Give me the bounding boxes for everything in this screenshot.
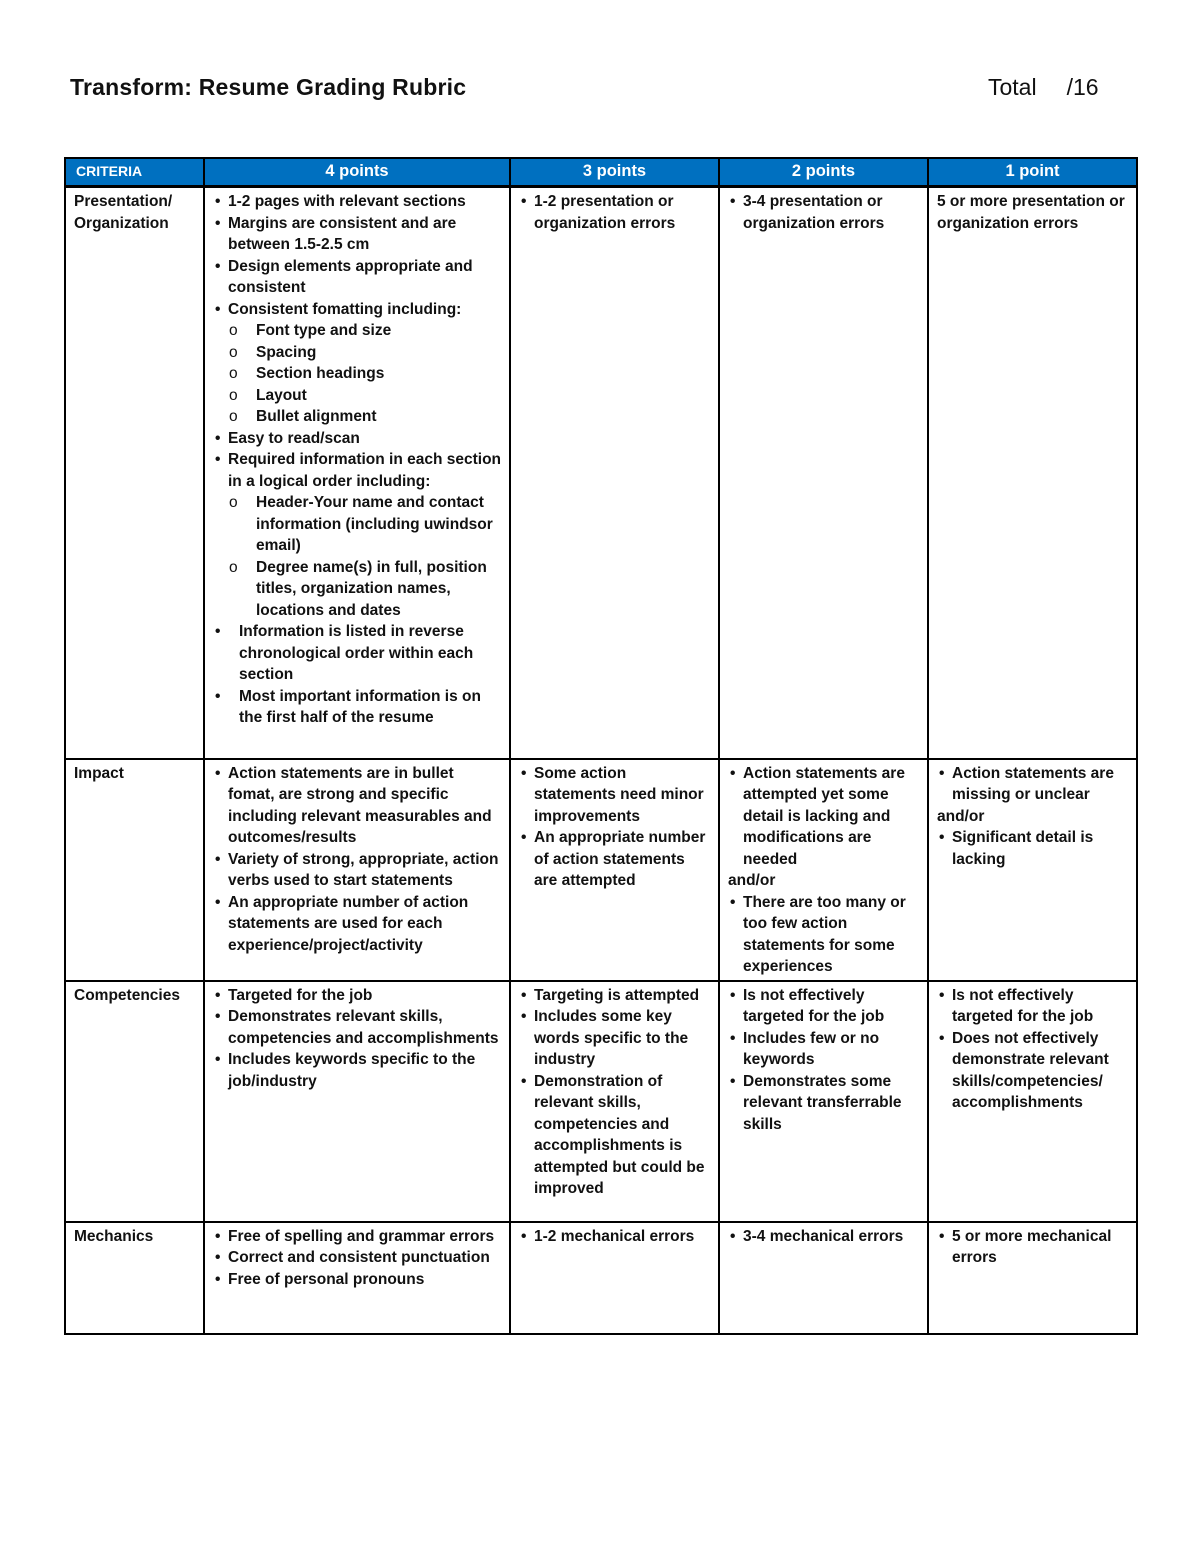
total-score bbox=[988, 74, 1099, 101]
list-item: • Includes few or no keywords bbox=[728, 1028, 921, 1071]
total-value: /16 bbox=[1066, 74, 1099, 100]
list-item: • Information is listed in reverse chronological order within each section bbox=[213, 621, 503, 686]
criteria-mechanics bbox=[65, 1222, 204, 1334]
cell-presentation-4 bbox=[204, 187, 510, 759]
list-item: • 1-2 mechanical errors bbox=[519, 1226, 712, 1248]
list-item: • Some action statements need minor improvements bbox=[519, 763, 712, 828]
list-item: • Demonstrates relevant skills, competencies and accomplishments bbox=[213, 1006, 503, 1049]
list-item: • Significant detail is lacking bbox=[937, 827, 1130, 870]
rubric-table bbox=[64, 157, 1138, 1335]
header-2-points: 2 points bbox=[719, 158, 928, 187]
sub-list-item: o Header-Your name and contact information (including uwindsor email) bbox=[213, 492, 503, 557]
list-item: • Includes some key words specific to the industry bbox=[519, 1006, 712, 1071]
cell-impact-4 bbox=[204, 759, 510, 981]
sub-list-item: o Degree name(s) in full, position titles, organization names, locations and dates bbox=[213, 557, 503, 622]
criteria-presentation bbox=[65, 187, 204, 759]
header-4-points: 4 points bbox=[204, 158, 510, 187]
list-item: • Demonstrates some relevant transferrable skills bbox=[728, 1071, 921, 1136]
header-criteria: CRITERIA bbox=[65, 158, 204, 187]
sub-list-item: o Font type and size bbox=[213, 320, 503, 342]
sub-list-item: o Spacing bbox=[213, 342, 503, 364]
cell-presentation-1 bbox=[928, 187, 1137, 759]
cell-mechanics-1 bbox=[928, 1222, 1137, 1334]
cell-presentation-3 bbox=[510, 187, 719, 759]
list-item: • Is not effectively targeted for the job bbox=[728, 985, 921, 1028]
list-item: • Action statements are attempted yet some detail is lacking and modifications are needed bbox=[728, 763, 921, 871]
row-mechanics bbox=[65, 1222, 1137, 1334]
cell-mechanics-2 bbox=[719, 1222, 928, 1334]
sub-list-item: o Section headings bbox=[213, 363, 503, 385]
cell-impact-3 bbox=[510, 759, 719, 981]
list-item: • Targeting is attempted bbox=[519, 985, 712, 1007]
list-item: • 3-4 mechanical errors bbox=[728, 1226, 921, 1248]
list-item: • Does not effectively demonstrate relevant skills/competencies/ accomplishments bbox=[937, 1028, 1130, 1114]
cell-competencies-2 bbox=[719, 981, 928, 1222]
list-item: • Demonstration of relevant skills, competencies and accomplishments is attempted but could be improved bbox=[519, 1071, 712, 1200]
list-item: • Free of spelling and grammar errors bbox=[213, 1226, 503, 1248]
list-item: • Includes keywords specific to the job/industry bbox=[213, 1049, 503, 1092]
list-item: • Correct and consistent punctuation bbox=[213, 1247, 503, 1269]
list-item: • Consistent fomatting including: bbox=[213, 299, 503, 321]
criteria-label: Mechanics bbox=[74, 1227, 154, 1245]
criteria-label: Presentation/ bbox=[74, 193, 173, 210]
criteria-impact bbox=[65, 759, 204, 981]
and-or-label: and/or bbox=[728, 872, 776, 889]
list-item: • Targeted for the job bbox=[213, 985, 503, 1007]
cell-presentation-2 bbox=[719, 187, 928, 759]
cell-competencies-3 bbox=[510, 981, 719, 1222]
cell-competencies-1 bbox=[928, 981, 1137, 1222]
list-item: • Action statements are missing or unclear bbox=[937, 763, 1130, 806]
criteria-label: Organization bbox=[74, 214, 169, 232]
list-item: • Variety of strong, appropriate, action verbs used to start statements bbox=[213, 849, 503, 892]
list-item: • Is not effectively targeted for the job bbox=[937, 985, 1130, 1028]
list-item: • Required information in each section in a logical order including: bbox=[213, 449, 503, 492]
list-item: • An appropriate number of action statements are attempted bbox=[519, 827, 712, 892]
row-competencies bbox=[65, 981, 1137, 1222]
list-item: • An appropriate number of action statements are used for each experience/project/activity bbox=[213, 892, 503, 957]
list-item: • Design elements appropriate and consistent bbox=[213, 256, 503, 299]
list-item: • Margins are consistent and are between 1.5-2.5 cm bbox=[213, 213, 503, 256]
row-presentation bbox=[65, 187, 1137, 759]
row-impact bbox=[65, 759, 1137, 981]
cell-text: 5 or more presentation or organization errors bbox=[937, 193, 1125, 232]
and-or-label: and/or bbox=[937, 807, 985, 825]
criteria-label: Competencies bbox=[74, 986, 180, 1004]
cell-impact-1 bbox=[928, 759, 1137, 981]
criteria-competencies bbox=[65, 981, 204, 1222]
list-item: • Action statements are in bullet fomat, are strong and specific including relevant measurables and outcomes/results bbox=[213, 763, 503, 849]
header-1-point: 1 point bbox=[928, 158, 1137, 187]
list-item: • 5 or more mechanical errors bbox=[937, 1226, 1130, 1269]
header-row bbox=[65, 158, 1137, 187]
list-item: • There are too many or too few action statements for some experiences bbox=[728, 892, 921, 978]
cell-mechanics-4 bbox=[204, 1222, 510, 1334]
list-item: • Easy to read/scan bbox=[213, 428, 503, 450]
cell-impact-2 bbox=[719, 759, 928, 981]
list-item: • 1-2 pages with relevant sections bbox=[213, 191, 503, 213]
criteria-label: Impact bbox=[74, 764, 124, 782]
header-3-points: 3 points bbox=[510, 158, 719, 187]
sub-list-item: o Layout bbox=[213, 385, 503, 407]
list-item: • 1-2 presentation or organization errors bbox=[519, 191, 712, 234]
sub-list-item: o Bullet alignment bbox=[213, 406, 503, 428]
cell-competencies-4 bbox=[204, 981, 510, 1222]
page-title: Transform: Resume Grading Rubric bbox=[70, 74, 467, 100]
cell-mechanics-3 bbox=[510, 1222, 719, 1334]
total-label: Total bbox=[988, 74, 1037, 100]
list-item: • 3-4 presentation or organization errors bbox=[728, 191, 921, 234]
list-item: • Free of personal pronouns bbox=[213, 1269, 503, 1291]
list-item: • Most important information is on the first half of the resume bbox=[213, 686, 503, 729]
